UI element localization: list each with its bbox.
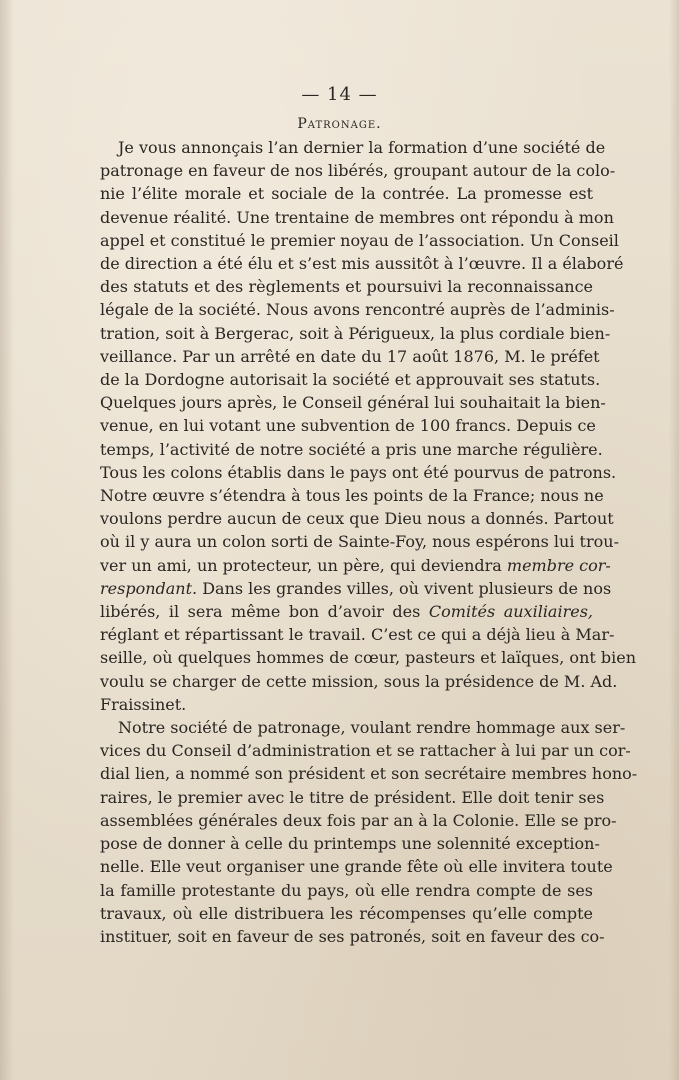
text-line: la famille protestante du pays, où elle rendra compte de ses	[100, 880, 593, 900]
text-line: légale de la société. Nous avons rencontré auprès de l’adminis-	[100, 300, 615, 320]
text-line: Tous les colons établis dans le pays ont été pourvus de patrons.	[100, 462, 617, 482]
text-run: Dans les grandes villes, où vivent plusieurs de nos	[197, 578, 612, 598]
text-line: réglant et répartissant le travail. C’est ce qui a déjà lieu à Mar-	[100, 625, 615, 645]
page-number: — 14 —	[301, 84, 378, 105]
text-line: voulons perdre aucun de ceux que Dieu nous a donnés. Partout	[100, 509, 614, 529]
text-line: veillance. Par un arrêté en date du 17 août 1876, M. le préfet	[100, 346, 600, 366]
text-line	[100, 600, 593, 623]
section-heading: Patronage.	[297, 116, 382, 132]
text-line: des statuts et des règlements et poursuivi la reconnaissance	[100, 277, 593, 297]
text-line: patronage en faveur de nos libérés, groupant autour de la colo-	[100, 161, 616, 181]
text-line: Notre œuvre s’étendra à tous les points de la France; nous ne	[100, 486, 604, 506]
text-line: Je vous annonçais l’an dernier la formation d’une société de	[118, 138, 606, 157]
text-line: devenue réalité. Une trentaine de membres ont répondu à mon	[100, 207, 614, 227]
text-line: voulu se charger de cette mission, sous la présidence de M. Ad.	[100, 671, 618, 691]
text-line: de la Dordogne autorisait la société et approuvait ses statuts.	[100, 370, 601, 390]
text-line: de direction a été élu et s’est mis aussitôt à l’œuvre. Il a élaboré	[100, 254, 624, 274]
text-line: appel et constitué le premier noyau de l’association. Un Conseil	[100, 230, 619, 250]
text-line: pose de donner à celle du printemps une solennité exception-	[100, 834, 600, 854]
text-line: nelle. Elle veut organiser une grande fête où elle invitera toute	[100, 857, 613, 877]
text-run: ver un ami, un protecteur, un père, qui deviendra	[100, 555, 502, 575]
text-line: où il y aura un colon sorti de Sainte-Foy, nous espérons lui trou-	[100, 532, 619, 552]
text-line: travaux, où elle distribuera les récompenses qu’elle compte	[100, 903, 593, 923]
text-line: Quelques jours après, le Conseil général lui souhaitait la bien-	[100, 393, 606, 413]
text-run: libérés, il sera même bon d’avoir des	[100, 602, 421, 622]
text-line	[100, 554, 611, 577]
text-line: temps, l’activité de notre société a pris une marche régulière.	[100, 439, 603, 459]
text-line: assemblées générales deux fois par an à la Colonie. Elle se pro-	[100, 810, 617, 830]
text-line: Notre société de patronage, voulant rendre hommage aux ser-	[118, 718, 626, 738]
text-line: instituer, soit en faveur de ses patronés, soit en faveur des co-	[100, 926, 605, 946]
italic-text: membre cor-	[506, 555, 611, 575]
body-text	[100, 136, 638, 948]
text-line: seille, où quelques hommes de cœur, pasteurs et laïques, ont bien	[100, 648, 637, 668]
text-line: dial lien, a nommé son président et son secrétaire membres hono-	[100, 764, 638, 784]
text-line: tration, soit à Bergerac, soit à Périgueux, la plus cordiale bien-	[100, 323, 611, 343]
text-line: Fraissinet.	[100, 694, 187, 714]
text-line: raires, le premier avec le titre de président. Elle doit tenir ses	[100, 787, 605, 807]
italic-text: Comités auxiliaires,	[428, 602, 594, 622]
italic-text: respondant.	[100, 578, 198, 598]
text-line: venue, en lui votant une subvention de 100 francs. Depuis ce	[100, 416, 596, 436]
text-line: vices du Conseil d’administration et se rattacher à lui par un cor-	[100, 741, 631, 761]
text-line: nie l’élite morale et sociale de la contrée. La promesse est	[100, 184, 593, 204]
text-line	[100, 577, 612, 600]
